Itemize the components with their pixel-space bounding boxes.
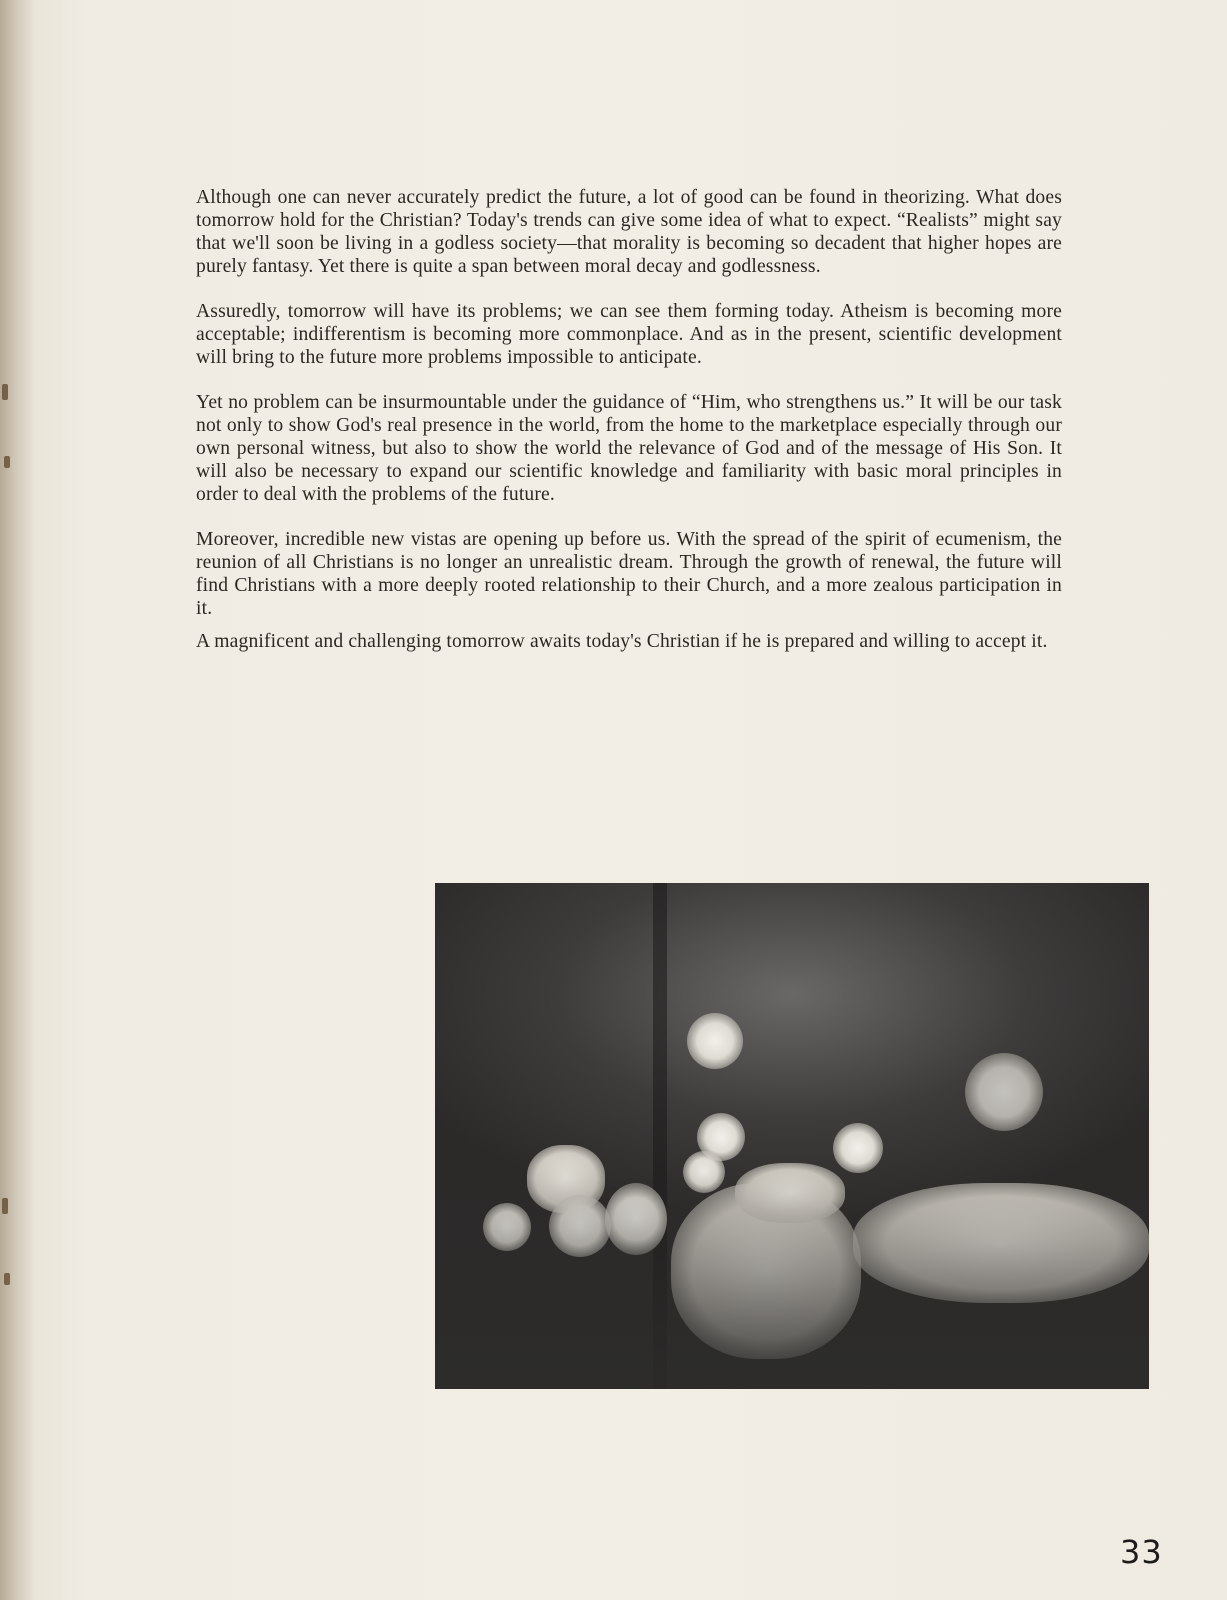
binding-staple-mark bbox=[4, 456, 10, 468]
binding-staple-mark bbox=[2, 384, 8, 400]
paragraph-1: Although one can never accurately predict the future, a lot of good can be found in theorizing. What does tomorrow hold for the Christian? Today's trends can give some idea of what to expect. “Realists” might say that we'll soon be living in a godless society—that morality is becoming so decadent that higher hopes are purely fantasy. Yet there is quite a span between moral decay and godlessness. bbox=[196, 187, 1062, 277]
paragraph-5: A magnificent and challenging tomorrow awaits today's Christian if he is prepared and willing to accept it. bbox=[196, 631, 1048, 652]
paragraph-3: Yet no problem can be insurmountable under the guidance of “Him, who strengthens us.” It will be our task not only to show God's real presence in the world, from the home to the marketplace especially through our own personal witness, but also to show the world the relevance of God and of the message of His Son. It will also be necessary to expand our scientific knowledge and familiarity with basic moral principles in order to deal with the problems of the future. bbox=[196, 392, 1062, 505]
binding-gutter-shadow bbox=[0, 0, 34, 1600]
light-bokeh bbox=[965, 1053, 1043, 1131]
page-number: 33 bbox=[1120, 1533, 1163, 1571]
light-bokeh bbox=[687, 1013, 743, 1069]
binding-staple-mark bbox=[2, 1198, 8, 1214]
photo-ground-shadow bbox=[435, 1161, 1149, 1389]
blurred-night-lights-photo bbox=[435, 883, 1149, 1389]
binding-staple-mark bbox=[4, 1273, 10, 1285]
article-body bbox=[196, 186, 1062, 675]
paragraph-4: Moreover, incredible new vistas are opening up before us. With the spread of the spirit of ecumenism, the reunion of all Christians is no longer an unrealistic dream. Through the growth of renewal, the future will find Christians with a more deeply rooted relationship to their Church, and a more zealous participation in it. bbox=[196, 529, 1062, 619]
paragraph-2: Assuredly, tomorrow will have its problems; we can see them forming today. Atheism is becoming more acceptable; indifferentism is becoming more commonplace. And as in the present, scientific development will bring to the future more problems impossible to anticipate. bbox=[196, 301, 1062, 368]
